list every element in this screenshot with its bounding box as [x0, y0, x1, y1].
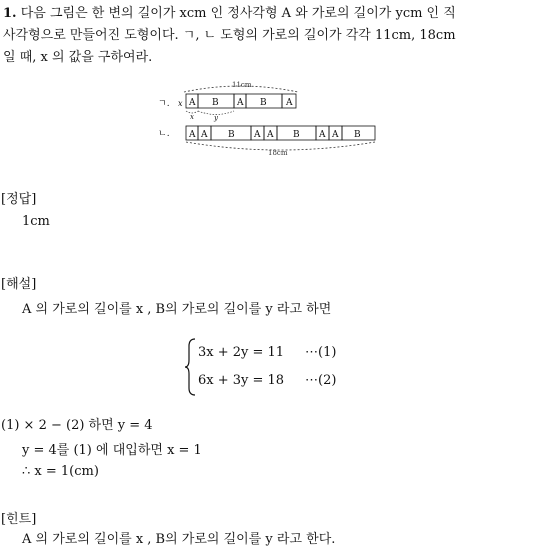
solution-step-2: y = 4를 (1) 에 대입하면 x = 1	[22, 443, 202, 458]
solution-step-3: ∴ x = 1(cm)	[22, 464, 99, 479]
row-a-cell-label: B	[260, 98, 267, 108]
x-marker-a-below: x	[190, 113, 194, 121]
row-b-cell-label: A	[201, 130, 208, 140]
problem-text-2: 사각형으로 만들어진 도형이다. ㄱ, ㄴ 도형의 가로의 길이가 각각 11cm, 18cm	[3, 28, 456, 43]
explanation-heading: [해설]	[1, 277, 37, 292]
row-a-label: ㄱ.	[158, 99, 170, 109]
row-b-cell-label: A	[319, 130, 326, 140]
top-dimension-label: 11cm	[232, 81, 252, 89]
row-a-cell-label: B	[212, 98, 219, 108]
row-b-cell-label: A	[254, 130, 261, 140]
row-b-cell-label: A	[332, 130, 339, 140]
row-b-cell-label: B	[293, 130, 300, 140]
equation-2: 6x + 3y = 18	[198, 373, 285, 388]
problem-text-3: 일 때, x 의 값을 구하여라.	[3, 50, 153, 65]
answer-heading: [정답]	[1, 192, 37, 207]
hint-heading: [힌트]	[1, 512, 37, 527]
figure-diagram	[150, 78, 390, 160]
row-b-cell-label: A	[189, 130, 196, 140]
bottom-dimension-label: 18cm	[268, 149, 288, 157]
problem-line-1	[3, 2, 456, 26]
equation-1: 3x + 2y = 11	[198, 345, 285, 360]
row-b-cell-label: A	[267, 130, 274, 140]
answer-value: 1cm	[22, 214, 50, 229]
row-a-cell-label: A	[286, 98, 293, 108]
solution-step-1: (1) × 2 − (2) 하면 y = 4	[1, 418, 153, 433]
equation-2-tag: ⋯(2)	[305, 373, 337, 388]
y-marker: y	[214, 114, 218, 122]
explanation-intro: A 의 가로의 길이를 x , B의 가로의 길이를 y 라고 하면	[22, 302, 332, 317]
problem-text-1: 다음 그림은 한 변의 길이가 xcm 인 정사각형 A 와 가로의 길이가 ycm 인 직	[20, 6, 456, 21]
row-b-cells	[186, 126, 375, 140]
hint-text: A 의 가로의 길이를 x , B의 가로의 길이를 y 라고 한다.	[22, 532, 336, 547]
row-a-cell-label: A	[189, 98, 196, 108]
x-marker-a: x	[178, 99, 183, 108]
row-a-cell-label: A	[237, 98, 244, 108]
row-b-cell-label: B	[228, 130, 235, 140]
row-b-label: ㄴ.	[158, 129, 170, 139]
row-b-cell-label: B	[354, 130, 361, 140]
problem-number: 1.	[3, 6, 17, 21]
system-brace	[185, 338, 197, 396]
equation-1-tag: ⋯(1)	[305, 345, 337, 360]
